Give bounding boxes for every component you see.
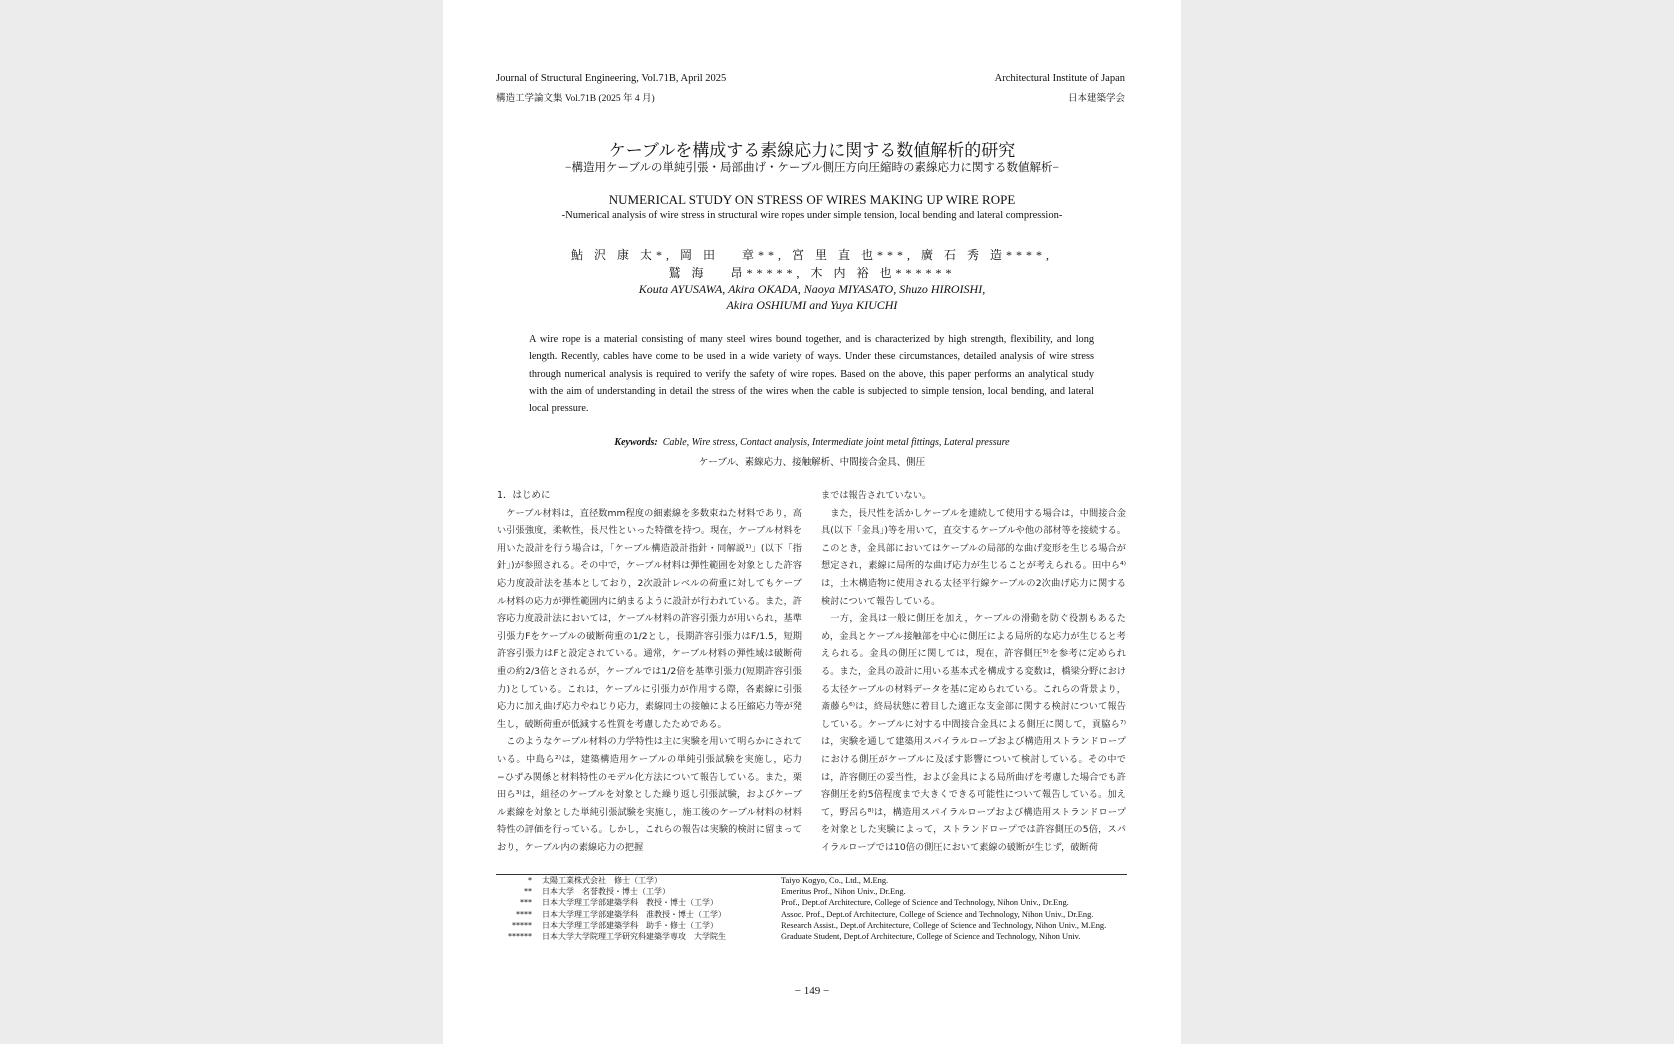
paper-subtitle-jp: −構造用ケーブルの単純引張・局部曲げ・ケーブル側圧方向圧縮時の素線応力に関する数値解析− bbox=[565, 162, 1059, 174]
footnotes-en bbox=[781, 875, 1106, 942]
footnote-en: Taiyo Kogyo, Co., Ltd., M.Eng. bbox=[781, 876, 889, 885]
paper-page bbox=[443, 0, 1181, 1044]
footnote-jp: **** 日本大学理工学部建築学科 准教授・博士（工学） bbox=[516, 909, 726, 919]
body-left-column bbox=[497, 487, 802, 875]
footnote-jp: *** 日本大学理工学部建築学科 教授・博士（工学） bbox=[520, 898, 718, 908]
body-paragraph: までは報告されていない。 bbox=[821, 490, 932, 501]
body-paragraph: 一方，金具は一般に側圧を加え，ケーブルの滑動を防ぐ役割もあるため，金具とケーブル接触部を中心に側圧による局所的な応力が生じると考えられる。金具の側圧に関しては，現在，許容側圧⁵⁾を参考に定められる。また，金具の設計に用いる基本式を構成する変数は，橋梁分野における太径ケーブルの材料データを基に定められている。これらの背景より，斎藤ら⁶⁾は，終局状態に着目した適正な支金部に関する検討について報告している。ケーブルに対する中間接合金具による側圧に関して，貢脇ら⁷⁾は，実験を通して建築用スパイラルロープおよび構造用ストランドロープにおける側圧がケーブルに及ぼす影響について検討している。その中では，許容側圧の妥当性，および金具による局所曲げを考慮した場合でも許容側圧を約5倍程度まで大きくできる可能性について報告している。加えて，野呂ら⁸⁾は，構造用スパイラルロープおよび構造用ストランドロープを対象とした実験によって，ストランドロープでは許容側圧の5倍，スパイラルロープでは10倍の側圧において素線の破断が生じず，破断荷 bbox=[821, 613, 1126, 853]
journal-name-jp: 構造工学論文集 Vol.71B (2025 年 4 月) bbox=[496, 94, 655, 104]
footnote-en: Emeritus Prof., Nihon Univ., Dr.Eng. bbox=[781, 887, 906, 897]
footnote-jp: ****** 日本大学大学院理工学研究科建築学専攻 大学院生 bbox=[508, 932, 726, 942]
body-right-column bbox=[821, 487, 1126, 875]
footnote-jp: * 太陽工業株式会社 修士（工学） bbox=[528, 876, 662, 885]
footnotes-jp bbox=[499, 875, 726, 942]
abstract: A wire rope is a material consisting of many steel wires bound together, and is characterized by high strength, flexibility, and long length. Recently, cables have come to be used in a wide variety of ways. Under these circumstances, detailed analysis of wire stress through numerical analysis is required to verify the safety of wire ropes. Based on the above, this paper performs an analytical study with the aim of understanding in detail the stress of the wires when the cable is subjected to simple tension, local bending, and lateral local pressure. bbox=[529, 334, 1094, 415]
institute-name-jp: 日本建築学会 bbox=[1067, 94, 1125, 104]
footnote-en: Graduate Student, Dept.of Architecture, College of Science and Technology, Nihon Univ. bbox=[781, 932, 1081, 942]
journal-name-en: Journal of Structural Engineering, Vol.71B, April 2025 bbox=[496, 73, 727, 84]
keywords-label: Keywords: bbox=[614, 437, 658, 448]
keywords-jp: ケーブル、素線応力、接触解析、中間接合金具、側圧 bbox=[698, 458, 926, 468]
footnote-jp: ** 日本大学 名誉教授・博士（工学） bbox=[524, 887, 670, 897]
authors-en-line2: Akira OSHIUMI and Yuya KIUCHI bbox=[726, 298, 898, 312]
body-paragraph: このようなケーブル材料の力学特性は主に実験を用いて明らかにされている。中島ら²⁾は，建築構造用ケーブルの単純引張試験を実施し，応力−ひずみ関係と材料特性のモデル化方法について報告している。また，栗田ら³⁾は，組径のケーブルを対象とした繰り返し引張試験，およびケーブル素線を対象とした単純引張試験を実施し，施工後のケーブル材料の材料特性の評価を行っている。しかし，これらの報告は実験的検討に留まっており，ケーブル内の素線応力の把握 bbox=[497, 736, 802, 853]
body-paragraph: ケーブル材料は，直径数mm程度の細素線を多数束ねた材料であり，高い引張強度，柔軟性，長尺性といった特徴を持つ。現在，ケーブル材料を用いた設計を行う場合は，「ケーブル構造設計指針・同解説¹⁾」(以下「指針」)が参照される。その中で，ケーブル材料は弾性範囲を対象とした許容応力度設計法を基本としており，2次設計レベルの荷重に対してもケーブル材料の応力が弾性範囲内に納まるように設計が行われている。また，許容応力度設計法においては，ケーブル材料の許容引張力が用いられ，基準引張力Fをケーブルの破断荷重の1/2とし，長期許容引張力はF/1.5，短期許容引張力はFと設定されている。通常，ケーブル材料の弾性域は破断荷重の約2/3倍とされるが，ケーブルでは1/2倍を基準引張力(短期許容引張力)としている。これは，ケーブルに引張力が作用する際，各素線に引張応力に加え曲げ応力やねじり応力，素線同士の接触による圧縮応力等が発生し，破断荷重が低減する性質を考慮したためである。 bbox=[497, 507, 802, 730]
institute-name-en: Architectural Institute of Japan bbox=[994, 73, 1125, 84]
authors-en-line1: Kouta AYUSAWA, Akira OKADA, Naoya MIYASATO, Shuzo HIROISHI, bbox=[638, 282, 986, 296]
footnote-jp: ***** 日本大学理工学部建築学科 助手・修士（工学） bbox=[512, 920, 718, 930]
keywords-en bbox=[443, 437, 1181, 448]
keywords-list-en: Cable, Wire stress, Contact analysis, Intermediate joint metal fittings, Lateral pressure bbox=[662, 437, 1010, 448]
page-number: − 149 − bbox=[794, 985, 830, 997]
section-heading: 1．はじめに bbox=[497, 490, 551, 501]
footnote-en: Assoc. Prof., Dept.of Architecture, College of Science and Technology, Nihon Univ., Dr.Eng. bbox=[781, 909, 1094, 919]
footnote-en: Prof., Dept.of Architecture, College of Science and Technology, Nihon Univ., Dr.Eng. bbox=[781, 898, 1069, 908]
authors-jp-line2: 鷲 海 昂*****, 木 内 裕 也****** bbox=[668, 266, 956, 280]
paper-subtitle-en: -Numerical analysis of wire stress in structural wire ropes under simple tension, local bending and lateral compression- bbox=[561, 210, 1063, 221]
paper-title-jp: ケーブルを構成する素線応力に関する数値解析的研究 bbox=[608, 141, 1016, 160]
footnote-en: Research Assist., Dept.of Architecture, College of Science and Technology, Nihon Univ., M.Eng. bbox=[781, 920, 1107, 930]
body-paragraph: また，長尺性を活かしケーブルを連続して使用する場合は，中間接合金具(以下「金具」)等を用いて，直交するケーブルや他の部材等を接続する。このとき，金具部においてはケーブルの局部的な曲げ変形を生じる場合が想定され，素線に局所的な曲げ応力が生じることが考えられる。田中ら⁴⁾は，土木構造物に使用される太径平行線ケーブルの2次曲げ応力に関する検討について報告している。 bbox=[821, 507, 1126, 607]
paper-title-en: NUMERICAL STUDY ON STRESS OF WIRES MAKING UP WIRE ROPE bbox=[608, 192, 1016, 207]
authors-jp-line1: 鮎 沢 康 太*, 岡 田 章**, 宮 里 直 也***, 廣 石 秀 造****, bbox=[570, 248, 1053, 262]
